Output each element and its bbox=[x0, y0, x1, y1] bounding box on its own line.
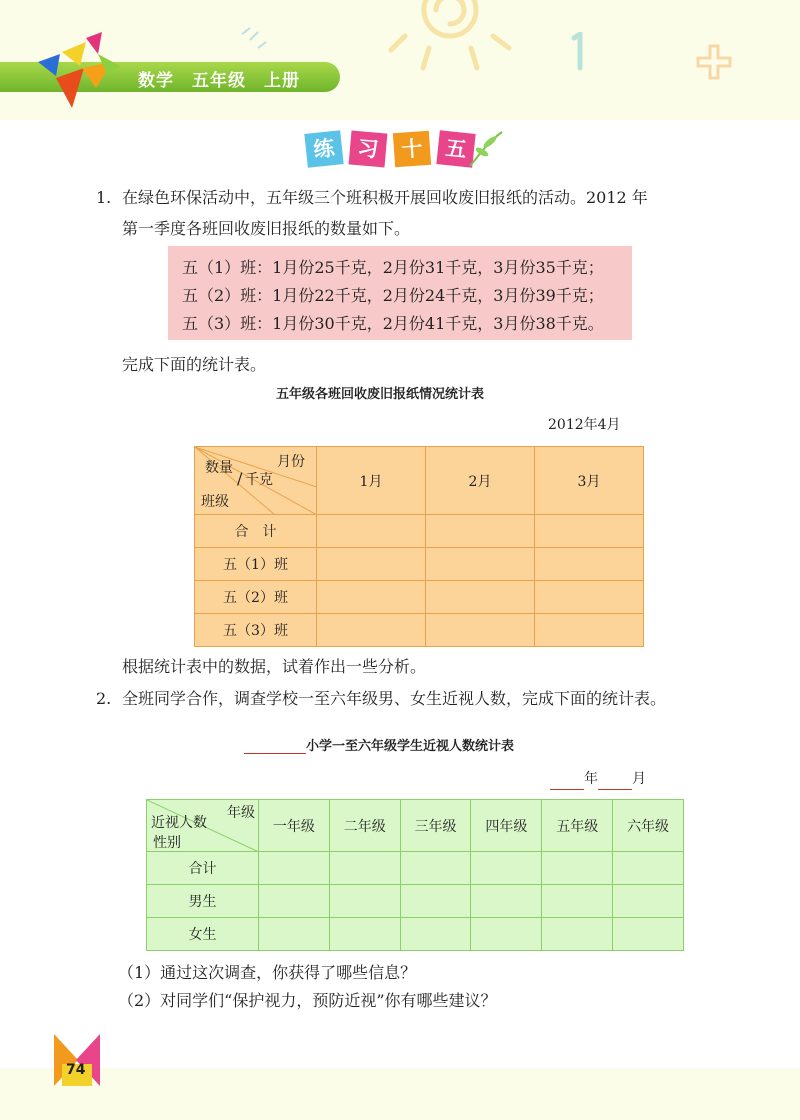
blank-cell[interactable] bbox=[400, 918, 471, 951]
column-header: 五年级 bbox=[542, 800, 613, 852]
sub-question-2: （2）对同学们“保护视力，预防近视”你有哪些建议？ bbox=[118, 991, 497, 1010]
blank-cell[interactable] bbox=[317, 548, 426, 581]
question-1-number: 1. bbox=[96, 188, 112, 207]
number-one-icon bbox=[566, 32, 590, 72]
diag-label-unit: 千克 bbox=[245, 472, 273, 488]
book-title: 数学 五年级 上册 bbox=[138, 71, 300, 91]
blank-cell[interactable] bbox=[535, 548, 644, 581]
blank-cell[interactable] bbox=[542, 852, 613, 885]
diag-label-count: 近视人数 bbox=[151, 815, 207, 831]
school-name-blank[interactable] bbox=[244, 738, 306, 754]
section-title-tile: 习 bbox=[349, 130, 388, 167]
row-header: 合计 bbox=[147, 852, 259, 885]
blank-cell[interactable] bbox=[259, 852, 330, 885]
row-header: 五（1）班 bbox=[195, 548, 317, 581]
table-row bbox=[195, 548, 644, 581]
table-row bbox=[147, 885, 684, 918]
blank-cell[interactable] bbox=[400, 852, 471, 885]
blank-cell[interactable] bbox=[613, 918, 684, 951]
section-title-tile: 十 bbox=[393, 131, 431, 167]
blank-cell[interactable] bbox=[317, 515, 426, 548]
blank-cell[interactable] bbox=[259, 885, 330, 918]
row-header: 五（3）班 bbox=[195, 614, 317, 647]
blank-cell[interactable] bbox=[317, 614, 426, 647]
page-number: 74 bbox=[66, 1062, 86, 1078]
data-box bbox=[168, 246, 632, 340]
blank-cell[interactable] bbox=[613, 885, 684, 918]
diag-label-month: 月份 bbox=[277, 454, 305, 470]
blank-cell[interactable] bbox=[471, 852, 542, 885]
row-header: 男生 bbox=[147, 885, 259, 918]
blank-cell[interactable] bbox=[613, 852, 684, 885]
table-2-diagonal-header bbox=[147, 800, 259, 852]
question-2-number: 2. bbox=[96, 689, 112, 708]
column-header: 2月 bbox=[426, 447, 535, 515]
analysis-prompt: 根据统计表中的数据，试着作出一些分析。 bbox=[122, 657, 427, 676]
diag-label-gender: 性别 bbox=[153, 835, 181, 851]
diag-label-grade: 年级 bbox=[227, 805, 255, 821]
year-blank[interactable] bbox=[550, 774, 584, 790]
diag-label-class: 班级 bbox=[201, 494, 229, 510]
column-header: 四年级 bbox=[471, 800, 542, 852]
data-line: 五（3）班：1月份30千克，2月份41千克，3月份38千克。 bbox=[182, 314, 604, 333]
data-line: 五（1）班：1月份25千克，2月份31千克，3月份35千克； bbox=[182, 258, 604, 277]
blank-cell[interactable] bbox=[329, 885, 400, 918]
blank-cell[interactable] bbox=[535, 581, 644, 614]
column-header: 三年级 bbox=[400, 800, 471, 852]
table-2 bbox=[146, 799, 684, 951]
column-header: 二年级 bbox=[329, 800, 400, 852]
table-1-date: 2012年4月 bbox=[548, 417, 621, 433]
question-1-text-line-1: 在绿色环保活动中，五年级三个班积极开展回收废旧报纸的活动。2012 年 bbox=[122, 188, 648, 207]
question-1-text-line-2: 第一季度各班回收废旧报纸的数量如下。 bbox=[122, 219, 411, 238]
blank-cell[interactable] bbox=[471, 885, 542, 918]
blank-cell[interactable] bbox=[329, 918, 400, 951]
blank-cell[interactable] bbox=[535, 515, 644, 548]
blank-cell[interactable] bbox=[426, 548, 535, 581]
month-blank[interactable] bbox=[598, 774, 632, 790]
blank-cell[interactable] bbox=[259, 918, 330, 951]
table-2-title: 小学一至六年级学生近视人数统计表 bbox=[244, 735, 514, 754]
blank-cell[interactable] bbox=[542, 885, 613, 918]
blank-cell[interactable] bbox=[426, 515, 535, 548]
row-header: 合 计 bbox=[195, 515, 317, 548]
table-row bbox=[147, 852, 684, 885]
blank-cell[interactable] bbox=[426, 581, 535, 614]
column-header: 一年级 bbox=[259, 800, 330, 852]
tangram-logo-icon bbox=[28, 32, 128, 112]
question-1-instruction: 完成下面的统计表。 bbox=[122, 355, 267, 374]
blank-cell[interactable] bbox=[471, 918, 542, 951]
page-corner-icon bbox=[54, 1034, 100, 1086]
plus-icon bbox=[694, 42, 734, 82]
column-header: 六年级 bbox=[613, 800, 684, 852]
diag-slash: / bbox=[237, 469, 243, 488]
table-row bbox=[195, 581, 644, 614]
blank-cell[interactable] bbox=[535, 614, 644, 647]
data-line: 五（2）班：1月份22千克，2月份24千克，3月份39千克； bbox=[182, 286, 604, 305]
table-row bbox=[195, 515, 644, 548]
table-1 bbox=[194, 446, 644, 647]
section-title-tile: 练 bbox=[304, 130, 343, 168]
column-header: 3月 bbox=[535, 447, 644, 515]
section-title-tile: 五 bbox=[436, 130, 475, 168]
footer-background bbox=[0, 1068, 800, 1120]
blank-cell[interactable] bbox=[317, 581, 426, 614]
table-row bbox=[195, 614, 644, 647]
leaf-icon bbox=[466, 128, 506, 168]
table-2-date: 年 月 bbox=[550, 768, 646, 790]
blank-cell[interactable] bbox=[400, 885, 471, 918]
sub-question-1: （1）通过这次调查，你获得了哪些信息？ bbox=[118, 963, 417, 982]
table-row bbox=[147, 918, 684, 951]
blank-cell[interactable] bbox=[329, 852, 400, 885]
row-header: 女生 bbox=[147, 918, 259, 951]
question-2-text: 全班同学合作，调查学校一至六年级男、女生近视人数，完成下面的统计表。 bbox=[122, 689, 667, 708]
column-header: 1月 bbox=[317, 447, 426, 515]
table-1-title: 五年级各班回收废旧报纸情况统计表 bbox=[276, 387, 485, 402]
diag-label-amount: 数量 bbox=[205, 460, 233, 476]
table-1-diagonal-header bbox=[195, 447, 317, 515]
sun-decoration-icon bbox=[385, 0, 515, 80]
row-header: 五（2）班 bbox=[195, 581, 317, 614]
sparkle-icon bbox=[238, 24, 272, 54]
section-title bbox=[298, 128, 508, 172]
blank-cell[interactable] bbox=[426, 614, 535, 647]
blank-cell[interactable] bbox=[542, 918, 613, 951]
